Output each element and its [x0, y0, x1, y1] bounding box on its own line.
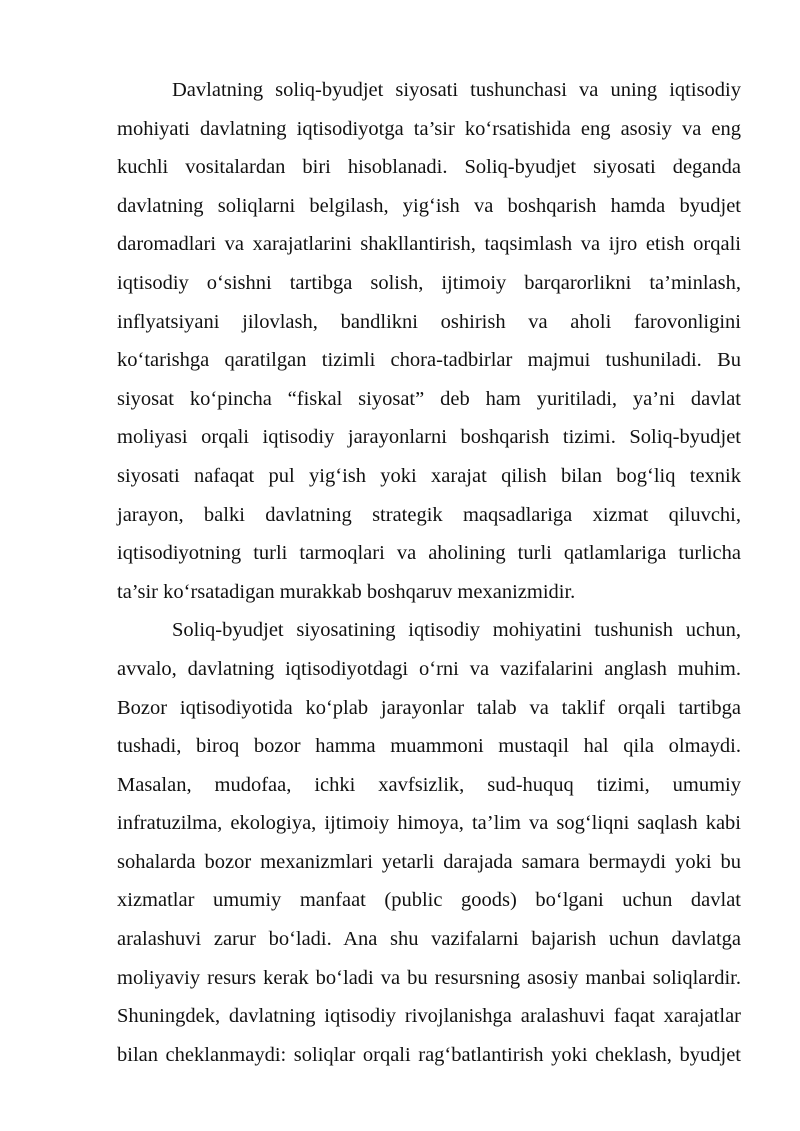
text-line: davlatning soliqlarni belgilash, yig‘ish va boshqarish hamda byudjet [117, 194, 741, 217]
text-line: kuchli vositalardan biri hisoblanadi. Soliq-byudjet siyosati deganda [117, 156, 741, 179]
text-line: moliyasi orqali iqtisodiy jarayonlarni boshqarish tizimi. Soliq-byudjet [117, 426, 741, 449]
text-line: Shuningdek, davlatning iqtisodiy rivojlanishga aralashuvi faqat xarajatlar [117, 1005, 741, 1028]
text-line: moliyaviy resurs kerak bo‘ladi va bu resursning asosiy manbai soliqlardir. [117, 966, 741, 989]
text-line: siyosat ko‘pincha “fiskal siyosat” deb ham yuritiladi, ya’ni davlat [117, 387, 741, 410]
text-line: jarayon, balki davlatning strategik maqsadlariga xizmat qiluvchi, [117, 503, 741, 526]
paragraph-2 [117, 611, 741, 1074]
text-line: Soliq-byudjet siyosatining iqtisodiy mohiyatini tushunish uchun, [172, 619, 741, 642]
text-line: ko‘tarishga qaratilgan tizimli chora-tadbirlar majmui tushuniladi. Bu [117, 349, 741, 372]
text-line: bilan cheklanmaydi: soliqlar orqali rag‘batlantirish yoki cheklash, byudjet [117, 1043, 741, 1066]
text-line: iqtisodiy o‘sishni tartibga solish, ijtimoiy barqarorlikni ta’minlash, [117, 271, 741, 294]
paragraph-1 [117, 71, 741, 611]
text-line: avvalo, davlatning iqtisodiyotdagi o‘rni va vazifalarini anglash muhim. [117, 657, 741, 680]
text-line: siyosati nafaqat pul yig‘ish yoki xarajat qilish bilan bog‘liq texnik [117, 464, 741, 487]
text-line: ta’sir ko‘rsatadigan murakkab boshqaruv mexanizmidir. [117, 580, 576, 603]
text-line: mohiyati davlatning iqtisodiyotga ta’sir ko‘rsatishida eng asosiy va eng [117, 117, 741, 140]
text-line: xizmatlar umumiy manfaat (public goods) bo‘lgani uchun davlat [117, 889, 741, 912]
text-line: Bozor iqtisodiyotida ko‘plab jarayonlar talab va taklif orqali tartibga [117, 696, 741, 719]
text-line: aralashuvi zarur bo‘ladi. Ana shu vazifalarni bajarish uchun davlatga [117, 928, 741, 951]
text-line: Davlatning soliq-byudjet siyosati tushunchasi va uning iqtisodiy [172, 79, 741, 101]
text-line: iqtisodiyotning turli tarmoqlari va aholining turli qatlamlariga turlicha [117, 542, 741, 565]
text-line: inflyatsiyani jilovlash, bandlikni oshirish va aholi farovonligini [117, 310, 741, 333]
document-body [117, 71, 741, 1074]
text-line: tushadi, biroq bozor hamma muammoni mustaqil hal qila olmaydi. [117, 735, 741, 758]
text-line: daromadlari va xarajatlarini shakllantirish, taqsimlash va ijro etish orqali [117, 233, 741, 256]
text-line: infratuzilma, ekologiya, ijtimoiy himoya, ta’lim va sog‘liqni saqlash kabi [117, 812, 741, 835]
text-line: sohalarda bozor mexanizmlari yetarli darajada samara bermaydi yoki bu [117, 850, 741, 873]
text-line: Masalan, mudofaa, ichki xavfsizlik, sud-huquq tizimi, umumiy [117, 773, 741, 796]
